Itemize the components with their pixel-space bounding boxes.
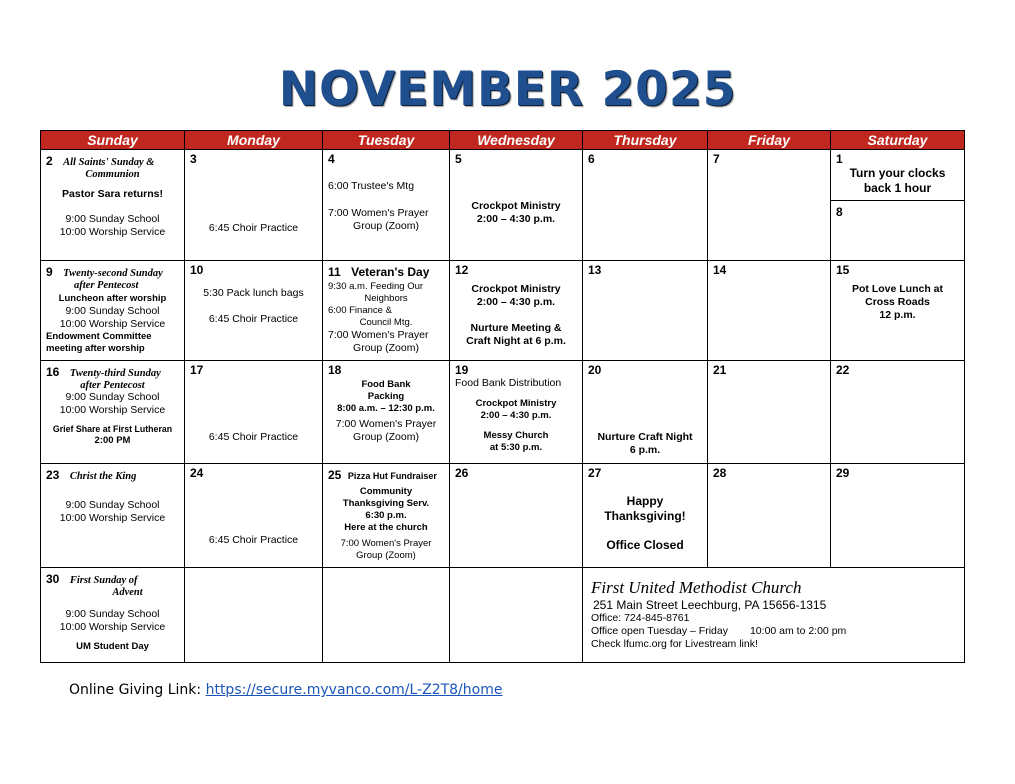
event: Nurture Craft Night bbox=[597, 431, 693, 443]
day-cell bbox=[450, 150, 583, 261]
event: 9:00 Sunday School bbox=[65, 499, 160, 511]
event: 2:00 – 4:30 p.m. bbox=[480, 410, 552, 421]
event: at 5:30 p.m. bbox=[489, 442, 543, 453]
event: Turn your clocks bbox=[849, 166, 946, 180]
calendar-grid bbox=[40, 130, 965, 663]
event: 6:00 Finance & bbox=[328, 305, 392, 316]
event: Pot Love Lunch at bbox=[851, 283, 943, 295]
event: Community bbox=[359, 486, 413, 497]
day-cell bbox=[450, 361, 583, 464]
week-row-1 bbox=[41, 150, 965, 261]
day-cell bbox=[450, 261, 583, 361]
day-number: 3 bbox=[190, 152, 197, 166]
event: Food Bank Distribution bbox=[455, 377, 562, 389]
day-number: 13 bbox=[588, 263, 602, 277]
event: Crockpot Ministry bbox=[471, 283, 561, 295]
liturgical-title: after Pentecost bbox=[80, 380, 145, 391]
liturgical-title: Twenty-third Sunday bbox=[69, 368, 161, 379]
event: Luncheon after worship bbox=[58, 293, 167, 304]
day-number: 28 bbox=[713, 466, 727, 480]
event: back 1 hour bbox=[863, 181, 932, 195]
weekday-thursday: Thursday bbox=[583, 131, 708, 150]
day-number: 7 bbox=[713, 152, 720, 166]
event: Here at the church bbox=[344, 522, 428, 533]
day-cell bbox=[41, 150, 185, 261]
event: 8:00 a.m. – 12:30 p.m. bbox=[337, 403, 435, 414]
day-cell bbox=[185, 361, 323, 464]
day-number: 18 bbox=[328, 363, 342, 377]
event: UM Student Day bbox=[76, 641, 149, 652]
event: Group (Zoom) bbox=[353, 431, 419, 443]
day-number: 10 bbox=[190, 263, 204, 277]
empty-cell bbox=[185, 568, 323, 663]
event: Craft Night at 6 p.m. bbox=[466, 335, 566, 347]
day-cell bbox=[323, 261, 450, 361]
online-giving bbox=[69, 682, 502, 698]
event: 10:00 Worship Service bbox=[59, 621, 166, 633]
event: meeting after worship bbox=[46, 343, 145, 354]
day-cell bbox=[41, 568, 185, 663]
day-cell bbox=[583, 150, 708, 261]
day-number: 22 bbox=[836, 363, 850, 377]
day-cell bbox=[185, 261, 323, 361]
church-info-cell bbox=[583, 568, 965, 663]
event: Crockpot Ministry bbox=[475, 398, 557, 409]
weekday-friday: Friday bbox=[708, 131, 831, 150]
event: 9:00 Sunday School bbox=[65, 391, 160, 403]
event: Thanksgiving Serv. bbox=[342, 498, 430, 509]
liturgical-title: Advent bbox=[112, 587, 143, 598]
day-number: 9 bbox=[46, 265, 53, 279]
liturgical-title: Twenty-second Sunday bbox=[63, 268, 163, 279]
office-hours: Office open Tuesday – Friday 10:00 am to 2:00 pm bbox=[591, 625, 847, 637]
day-cell bbox=[831, 361, 965, 464]
event: Crockpot Ministry bbox=[471, 200, 561, 212]
day-cell bbox=[41, 361, 185, 464]
event: Endowment Committee bbox=[46, 331, 152, 342]
event: 9:00 Sunday School bbox=[65, 305, 160, 317]
event: Happy bbox=[626, 494, 664, 508]
liturgical-title: Communion bbox=[85, 169, 140, 180]
event: 6 p.m. bbox=[629, 444, 661, 456]
event: 10:00 Worship Service bbox=[59, 318, 166, 330]
liturgical-title: Christ the King bbox=[69, 471, 137, 482]
holiday-title: Veteran's Day bbox=[351, 265, 430, 279]
day-cell bbox=[323, 150, 450, 261]
event: Council Mtg. bbox=[359, 317, 413, 328]
day-number: 30 bbox=[46, 572, 60, 586]
week-row-5 bbox=[41, 568, 965, 663]
event: 6:45 Choir Practice bbox=[208, 534, 299, 546]
day-number: 21 bbox=[713, 363, 727, 377]
day-cell bbox=[41, 464, 185, 568]
event: 9:30 a.m. Feeding Our bbox=[328, 281, 424, 292]
day-cell bbox=[583, 361, 708, 464]
event: Pastor Sara returns! bbox=[62, 188, 163, 200]
event: 2:00 – 4:30 p.m. bbox=[476, 213, 556, 225]
day-number: 17 bbox=[190, 363, 204, 377]
week-row-2 bbox=[41, 261, 965, 361]
event: Neighbors bbox=[364, 293, 408, 304]
day-cell bbox=[41, 261, 185, 361]
event: 5:30 Pack lunch bags bbox=[203, 287, 304, 299]
event: Thanksgiving! bbox=[604, 509, 686, 523]
online-giving-label: Online Giving Link: bbox=[69, 682, 206, 698]
day-number: 6 bbox=[588, 152, 595, 166]
livestream-note: Check lfumc.org for Livestream link! bbox=[591, 638, 758, 650]
event: Nurture Meeting & bbox=[470, 322, 562, 334]
event: 7:00 Women's Prayer bbox=[328, 207, 429, 219]
event: 7:00 Women's Prayer bbox=[340, 538, 432, 549]
day-cell bbox=[583, 261, 708, 361]
day-number: 12 bbox=[455, 263, 469, 277]
event: Packing bbox=[367, 391, 405, 402]
day-number: 26 bbox=[455, 466, 469, 480]
day-cell bbox=[831, 150, 965, 261]
liturgical-title: All Saints' Sunday & bbox=[63, 157, 155, 168]
event: Food Bank bbox=[361, 379, 411, 390]
day-number: 11 bbox=[328, 265, 341, 279]
day-cell bbox=[323, 361, 450, 464]
event: 6:45 Choir Practice bbox=[208, 431, 299, 443]
event: 9:00 Sunday School bbox=[65, 608, 160, 620]
day-cell bbox=[450, 464, 583, 568]
liturgical-title: after Pentecost bbox=[74, 280, 139, 291]
day-number: 29 bbox=[836, 466, 850, 480]
day-number: 14 bbox=[713, 263, 727, 277]
page-title: NOVEMBER 2025 bbox=[278, 62, 737, 117]
event: 7:00 Women's Prayer bbox=[328, 329, 429, 341]
event: Cross Roads bbox=[865, 296, 930, 308]
day-number: 8 bbox=[836, 205, 843, 219]
day-cell bbox=[831, 464, 965, 568]
day-cell bbox=[185, 464, 323, 568]
empty-cell bbox=[323, 568, 450, 663]
day-number: 2 bbox=[46, 154, 53, 168]
event: 2:00 – 4:30 p.m. bbox=[476, 296, 556, 308]
event: 10:00 Worship Service bbox=[59, 512, 166, 524]
day-number: 20 bbox=[588, 363, 602, 377]
day-number: 23 bbox=[46, 468, 60, 482]
day-cell bbox=[708, 150, 831, 261]
day-number: 1 bbox=[836, 152, 843, 166]
event: 7:00 Women's Prayer bbox=[335, 418, 437, 430]
empty-cell bbox=[450, 568, 583, 663]
event: Office Closed bbox=[606, 538, 684, 552]
church-address: 251 Main Street Leechburg, PA 15656-1315 bbox=[593, 598, 827, 612]
day-number: 24 bbox=[190, 466, 204, 480]
event: 12 p.m. bbox=[879, 309, 916, 321]
church-phone: Office: 724-845-8761 bbox=[591, 612, 690, 624]
day-number: 27 bbox=[588, 466, 602, 480]
event: Group (Zoom) bbox=[353, 220, 419, 232]
event: Group (Zoom) bbox=[356, 550, 416, 561]
event: Grief Share at First Lutheran bbox=[52, 424, 173, 434]
event: 10:00 Worship Service bbox=[59, 404, 166, 416]
event: Pizza Hut Fundraiser bbox=[347, 471, 437, 481]
event: Messy Church bbox=[483, 430, 549, 441]
event: 6:30 p.m. bbox=[365, 510, 407, 521]
day-cell bbox=[185, 150, 323, 261]
event: 10:00 Worship Service bbox=[59, 226, 166, 238]
day-number: 5 bbox=[455, 152, 462, 166]
event: 2:00 PM bbox=[94, 435, 131, 446]
church-name: First United Methodist Church bbox=[591, 578, 802, 597]
day-cell bbox=[583, 464, 708, 568]
day-cell bbox=[323, 464, 450, 568]
event: Group (Zoom) bbox=[353, 342, 419, 354]
event: 9:00 Sunday School bbox=[65, 213, 160, 225]
weekday-tuesday: Tuesday bbox=[323, 131, 450, 150]
day-cell bbox=[708, 361, 831, 464]
weekday-sunday: Sunday bbox=[41, 131, 185, 150]
day-number: 4 bbox=[328, 152, 335, 166]
day-number: 15 bbox=[836, 263, 850, 277]
day-cell bbox=[708, 261, 831, 361]
liturgical-title: First Sunday of bbox=[69, 575, 138, 586]
weekday-header-row bbox=[41, 131, 965, 150]
week-row-4 bbox=[41, 464, 965, 568]
day-number: 19 bbox=[455, 363, 469, 377]
event: 6:45 Choir Practice bbox=[208, 222, 299, 234]
weekday-wednesday: Wednesday bbox=[450, 131, 583, 150]
weekday-monday: Monday bbox=[185, 131, 323, 150]
event: 6:00 Trustee's Mtg bbox=[328, 180, 415, 192]
day-number: 25 bbox=[328, 468, 342, 482]
online-giving-link[interactable]: https://secure.myvanco.com/L-Z2T8/home bbox=[205, 682, 503, 698]
event: 6:45 Choir Practice bbox=[208, 313, 299, 325]
weekday-saturday: Saturday bbox=[831, 131, 965, 150]
day-number: 16 bbox=[46, 365, 60, 379]
day-cell bbox=[831, 261, 965, 361]
week-row-3 bbox=[41, 361, 965, 464]
day-cell bbox=[708, 464, 831, 568]
